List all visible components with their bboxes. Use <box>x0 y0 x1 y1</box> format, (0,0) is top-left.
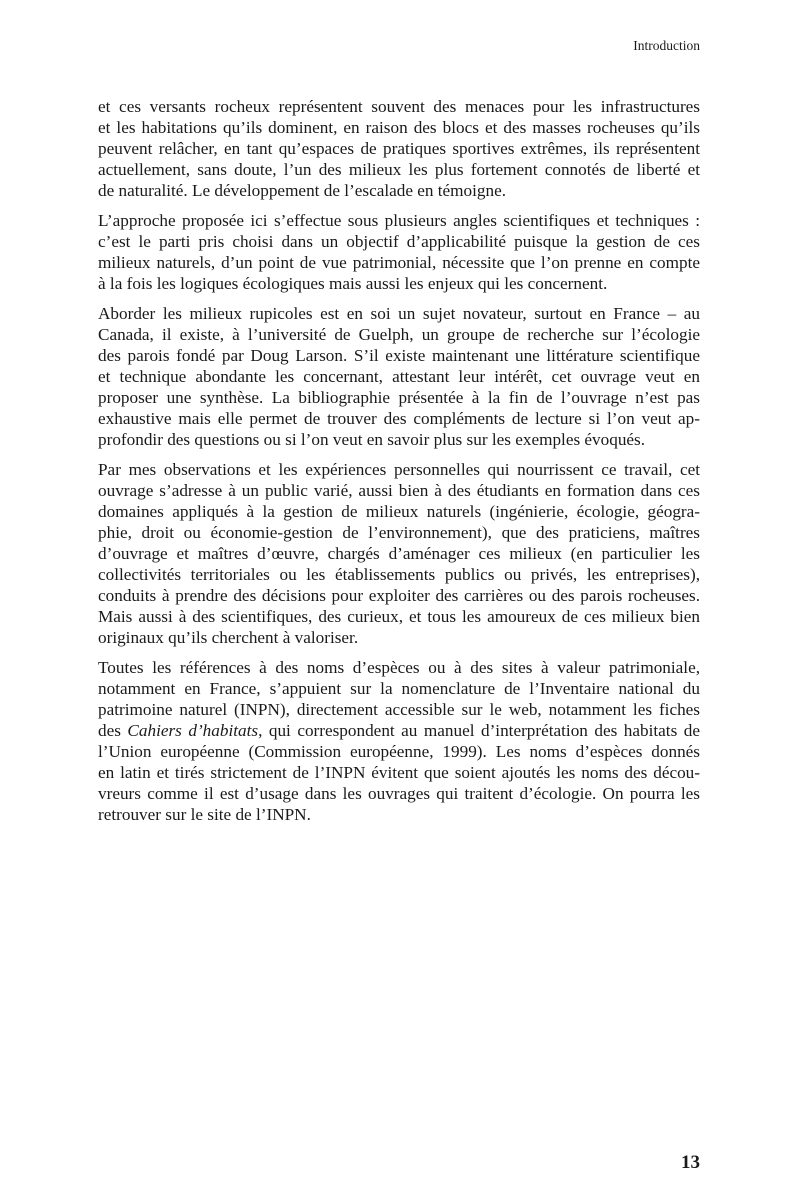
text-line: vreurs comme il est d’usage dans les ouvrages qui traitent d’écologie. On pourra les <box>98 784 700 803</box>
text-segment: des <box>98 721 128 740</box>
paragraph <box>98 459 700 648</box>
text-line: peuvent relâcher, en tant qu’espaces de pratiques sportives extrêmes, ils représentent <box>98 139 700 158</box>
body-text <box>98 96 700 834</box>
text-line: Canada, il existe, à l’université de Guelph, un groupe de recherche sur l’écologie <box>98 325 700 344</box>
italic-title: Cahiers d’habitats <box>127 721 259 740</box>
text-line: proposer une synthèse. La bibliographie présentée à la fin de l’ouvrage n’est pas <box>98 388 700 407</box>
text-line: collectivités territoriales ou les établissements publics ou privés, les entreprises), <box>98 565 700 584</box>
paragraph <box>98 303 700 450</box>
text-line: Par mes observations et les expériences personnelles qui nourrissent ce travail, cet <box>98 460 700 479</box>
text-line <box>98 720 700 741</box>
text-line: L’approche proposée ici s’effectue sous plusieurs angles scientifiques et techniques : <box>98 211 700 230</box>
text-line: conduits à prendre des décisions pour exploiter des carrières ou des parois rocheuses. <box>98 586 700 605</box>
text-line: à la fois les logiques écologiques mais aussi les enjeux qui les concernent. <box>98 274 608 293</box>
text-line: domaines appliqués à la gestion de milieux naturels (ingénierie, écologie, géogra- <box>98 502 700 521</box>
text-line: originaux qu’ils cherchent à valoriser. <box>98 628 359 647</box>
text-line: exhaustive mais elle permet de trouver des compléments de lecture si l’on veut ap- <box>98 409 700 428</box>
text-line: ouvrage s’adresse à un public varié, aussi bien à des étudiants en formation dans ces <box>98 481 700 500</box>
text-line: milieux naturels, d’un point de vue patrimonial, nécessite que l’on prenne en compte <box>98 253 700 272</box>
paragraph <box>98 210 700 294</box>
text-line: des parois fondé par Doug Larson. S’il existe maintenant une littérature scientifique <box>98 346 700 365</box>
text-line: c’est le parti pris choisi dans un objectif d’applicabilité puisque la gestion de ces <box>98 232 700 251</box>
paragraph <box>98 657 700 825</box>
text-line: et technique abondante les concernant, attestant leur intérêt, cet ouvrage veut en <box>98 367 700 386</box>
text-segment: , qui correspondent au manuel d’interprétation des habitats de <box>258 721 700 740</box>
text-line: Aborder les milieux rupicoles est en soi un sujet novateur, surtout en France – au <box>98 304 700 323</box>
text-line: Toutes les références à des noms d’espèces ou à des sites à valeur patrimoniale, <box>98 658 700 677</box>
paragraph <box>98 96 700 201</box>
text-line: d’ouvrage et maîtres d’œuvre, chargés d’aménager ces milieux (en particulier les <box>98 544 700 563</box>
page-number: 13 <box>681 1152 700 1173</box>
text-line: phie, droit ou économie-gestion de l’environnement), que des praticiens, maîtres <box>98 523 700 542</box>
text-line: et les habitations qu’ils dominent, en raison des blocs et des masses rocheuses qu’ils <box>98 118 700 137</box>
text-line: patrimoine naturel (INPN), directement accessible sur le web, notamment les fiches <box>98 700 700 719</box>
running-header: Introduction <box>633 38 700 53</box>
text-line: actuellement, sans doute, l’un des milieux les plus fortement connotés de liberté et <box>98 160 700 179</box>
text-line: retrouver sur le site de l’INPN. <box>98 805 311 824</box>
text-line: et ces versants rocheux représentent souvent des menaces pour les infrastructures <box>98 97 700 116</box>
text-line: en latin et tirés strictement de l’INPN évitent que soient ajoutés les noms des décou- <box>98 763 700 782</box>
text-line: de naturalité. Le développement de l’escalade en témoigne. <box>98 181 507 200</box>
text-line: Mais aussi à des scientifiques, des curieux, et tous les amoureux de ces milieux bien <box>98 607 700 626</box>
text-line: profondir des questions ou si l’on veut en savoir plus sur les exemples évoqués. <box>98 430 646 449</box>
text-line: l’Union européenne (Commission européenne, 1999). Les noms d’espèces donnés <box>98 742 700 761</box>
text-line: notamment en France, s’appuient sur la nomenclature de l’Inventaire national du <box>98 679 700 698</box>
